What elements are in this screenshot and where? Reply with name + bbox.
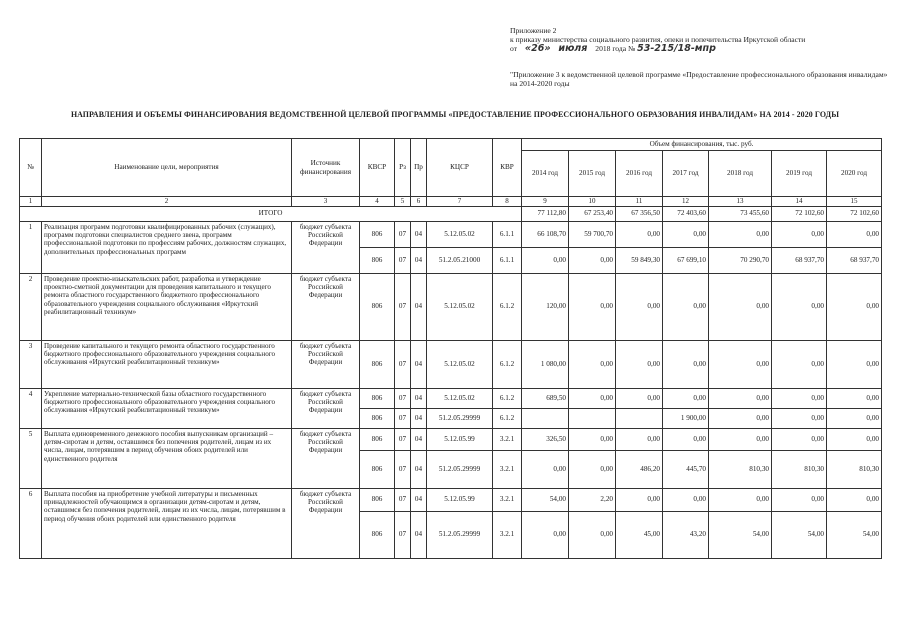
document-title: НАПРАВЛЕНИЯ И ОБЪЕМЫ ФИНАНСИРОВАНИЯ ВЕДОМСТВЕННОЙ ЦЕЛЕВОЙ ПРОГРАММЫ «ПРЕДОСТАВЛЕНИЕ ПРОФЕССИОНАЛЬНОГО ОБРАЗОВАНИЯ ИНВАЛИДАМ» НА 2014 - 2020 ГОДЫ xyxy=(70,110,840,119)
row-kcsr: 5.12.05.02 xyxy=(427,340,493,388)
row-value: 0,00 xyxy=(827,488,882,511)
row-value: 0,00 xyxy=(709,388,772,408)
row-value: 68 937,70 xyxy=(827,247,882,273)
table-row xyxy=(20,428,882,450)
date-year: 2018 года № xyxy=(595,44,636,54)
col-number: 5 xyxy=(395,197,411,207)
row-pr: 04 xyxy=(411,388,427,408)
col-number: 7 xyxy=(427,197,493,207)
row-kcsr: 51.2.05.29999 xyxy=(427,511,493,558)
row-kcsr: 5.12.05.02 xyxy=(427,221,493,247)
row-value: 0,00 xyxy=(827,408,882,428)
row-name: Выплата единовременного денежного пособия выпускникам организаций – детям-сиротам и детям, оставшимся без попечения родителей, лицам из их числа, лицам, потерявшим в период обучения обоих родителей или единственного родителя xyxy=(42,428,292,488)
row-num: 2 xyxy=(20,273,42,340)
row-value: 0,00 xyxy=(709,273,772,340)
program-reference-note: "Приложение 3 к ведомственной целевой программе «Предоставление профессионального образования инвалидам» на 2014-2020 годы xyxy=(510,70,888,89)
row-num: 6 xyxy=(20,488,42,558)
order-date-line xyxy=(510,44,895,53)
row-value: 0,00 xyxy=(827,340,882,388)
row-value: 0,00 xyxy=(709,221,772,247)
handwritten-day: «26» xyxy=(524,43,551,55)
row-rz: 07 xyxy=(395,488,411,511)
row-pr: 04 xyxy=(411,221,427,247)
row-kvr: 6.1.2 xyxy=(493,388,522,408)
row-value: 0,00 xyxy=(569,511,616,558)
row-value: 0,00 xyxy=(772,488,827,511)
row-value: 326,50 xyxy=(522,428,569,450)
date-prefix: от xyxy=(510,44,518,54)
row-value: 0,00 xyxy=(569,247,616,273)
header-kvr: КВР xyxy=(493,139,522,197)
row-rz: 07 xyxy=(395,247,411,273)
col-number: 8 xyxy=(493,197,522,207)
total-value: 72 102,60 xyxy=(772,206,827,221)
row-num: 1 xyxy=(20,221,42,273)
row-source: бюджет субъекта Российской Федерации xyxy=(292,221,360,273)
appendix-header xyxy=(510,26,895,54)
header-year: 2014 год xyxy=(522,151,569,197)
row-value: 59 849,30 xyxy=(616,247,663,273)
row-value: 59 700,70 xyxy=(569,221,616,247)
row-value: 0,00 xyxy=(663,273,709,340)
table-row xyxy=(20,340,882,388)
row-name: Реализация программ подготовки квалифицированных рабочих (служащих), программ подготовки специалистов среднего звена, программ профессиональной подготовки по профессиям рабочих, должностям служащих, дополнительных профессиональных программ xyxy=(42,221,292,273)
row-value: 0,00 xyxy=(663,340,709,388)
row-value: 45,00 xyxy=(616,511,663,558)
row-value xyxy=(522,408,569,428)
row-value: 0,00 xyxy=(616,388,663,408)
row-value: 0,00 xyxy=(827,273,882,340)
row-value: 0,00 xyxy=(827,388,882,408)
row-value: 54,00 xyxy=(772,511,827,558)
row-rz: 07 xyxy=(395,511,411,558)
row-value: 0,00 xyxy=(569,273,616,340)
row-kcsr: 5.12.05.99 xyxy=(427,488,493,511)
row-kvr: 6.1.2 xyxy=(493,273,522,340)
row-kvr: 3.2.1 xyxy=(493,450,522,488)
row-value: 54,00 xyxy=(827,511,882,558)
row-value: 0,00 xyxy=(663,428,709,450)
row-value: 0,00 xyxy=(709,340,772,388)
appendix-label: Приложение 2 xyxy=(510,26,557,35)
row-value: 0,00 xyxy=(827,221,882,247)
total-value: 67 356,50 xyxy=(616,206,663,221)
row-kvr: 6.1.2 xyxy=(493,408,522,428)
col-number: 14 xyxy=(772,197,827,207)
row-kcsr: 5.12.05.02 xyxy=(427,273,493,340)
row-num: 3 xyxy=(20,340,42,388)
table-row xyxy=(20,388,882,408)
row-pr: 04 xyxy=(411,273,427,340)
row-kvr: 6.1.2 xyxy=(493,340,522,388)
row-pr: 04 xyxy=(411,488,427,511)
header-year: 2016 год xyxy=(616,151,663,197)
row-source: бюджет субъекта Российской Федерации xyxy=(292,488,360,558)
row-value: 1 900,00 xyxy=(663,408,709,428)
row-value: 54,00 xyxy=(522,488,569,511)
row-value: 0,00 xyxy=(772,388,827,408)
row-kvsr: 806 xyxy=(360,340,395,388)
col-number: 2 xyxy=(42,197,292,207)
row-source: бюджет субъекта Российской Федерации xyxy=(292,340,360,388)
row-value: 0,00 xyxy=(569,428,616,450)
header-source: Источник финансирования xyxy=(292,139,360,197)
row-value: 0,00 xyxy=(663,388,709,408)
row-kvsr: 806 xyxy=(360,428,395,450)
row-value: 0,00 xyxy=(522,511,569,558)
total-value: 73 455,60 xyxy=(709,206,772,221)
row-name: Проведение капитального и текущего ремонта областного государственного бюджетного профессионального образовательного учреждения социального обслуживания «Иркутский реабилитационный техникум» xyxy=(42,340,292,388)
total-value: 77 112,80 xyxy=(522,206,569,221)
row-rz: 07 xyxy=(395,408,411,428)
total-value: 67 253,40 xyxy=(569,206,616,221)
row-value: 0,00 xyxy=(772,273,827,340)
row-value: 0,00 xyxy=(709,408,772,428)
row-kvsr: 806 xyxy=(360,450,395,488)
row-kvr: 3.2.1 xyxy=(493,428,522,450)
row-value: 70 290,70 xyxy=(709,247,772,273)
order-reference: к приказу министерства социального развития, опеки и попечительства Иркутской области xyxy=(510,35,806,45)
row-rz: 07 xyxy=(395,388,411,408)
row-value: 43,20 xyxy=(663,511,709,558)
col-number: 9 xyxy=(522,197,569,207)
row-value xyxy=(569,408,616,428)
row-pr: 04 xyxy=(411,428,427,450)
row-name: Проведение проектно-изыскательских работ, разработка и утверждение проектно-сметной документации для проведения капитального и текущего ремонта областного государственного бюджетного профессионального образовательного учреждения социального обслуживания «Иркутский реабилитационный техникум» xyxy=(42,273,292,340)
header-pr: Пр xyxy=(411,139,427,197)
row-value: 1 080,00 xyxy=(522,340,569,388)
row-kvsr: 806 xyxy=(360,273,395,340)
col-number: 3 xyxy=(292,197,360,207)
row-name: Укрепление материально-технической базы областного государственного бюджетного профессионального образовательного учреждения социального обслуживания «Иркутский реабилитационный техникум» xyxy=(42,388,292,428)
row-num: 4 xyxy=(20,388,42,428)
row-kcsr: 5.12.05.02 xyxy=(427,388,493,408)
row-num: 5 xyxy=(20,428,42,488)
row-rz: 07 xyxy=(395,273,411,340)
table-row xyxy=(20,273,882,340)
row-kcsr: 51.2.05.29999 xyxy=(427,408,493,428)
row-value: 0,00 xyxy=(569,340,616,388)
row-value: 0,00 xyxy=(663,488,709,511)
row-value: 120,00 xyxy=(522,273,569,340)
col-number: 15 xyxy=(827,197,882,207)
row-value: 68 937,70 xyxy=(772,247,827,273)
row-value: 0,00 xyxy=(569,388,616,408)
row-value: 810,30 xyxy=(827,450,882,488)
header-volume: Объем финансирования, тыс. руб. xyxy=(522,139,882,151)
row-name: Выплата пособия на приобретение учебной литературы и письменных принадлежностей обучающимся в организации детям-сиротам и детям, оставшимся без попечения родителей, лицам из их числа, лицам, потерявшим в период обучения обоих родителей или единственного родителя xyxy=(42,488,292,558)
financing-table xyxy=(19,138,882,559)
header-kvsr: КВСР xyxy=(360,139,395,197)
row-value: 0,00 xyxy=(616,428,663,450)
total-value: 72 403,60 xyxy=(663,206,709,221)
row-pr: 04 xyxy=(411,340,427,388)
row-kvr: 6.1.1 xyxy=(493,221,522,247)
header-name: Наименование цели, мероприятия xyxy=(42,139,292,197)
row-value: 0,00 xyxy=(772,340,827,388)
row-rz: 07 xyxy=(395,221,411,247)
row-value: 445,70 xyxy=(663,450,709,488)
row-value: 689,50 xyxy=(522,388,569,408)
row-source: бюджет субъекта Российской Федерации xyxy=(292,428,360,488)
col-number: 11 xyxy=(616,197,663,207)
row-kvr: 3.2.1 xyxy=(493,511,522,558)
handwritten-order-number: 53-215/18-мпр xyxy=(637,43,716,55)
row-rz: 07 xyxy=(395,428,411,450)
row-source: бюджет субъекта Российской Федерации xyxy=(292,273,360,340)
col-number: 12 xyxy=(663,197,709,207)
row-value: 0,00 xyxy=(616,273,663,340)
row-value: 0,00 xyxy=(772,221,827,247)
row-source: бюджет субъекта Российской Федерации xyxy=(292,388,360,428)
row-value: 0,00 xyxy=(616,488,663,511)
col-number: 1 xyxy=(20,197,42,207)
total-value: 72 102,60 xyxy=(827,206,882,221)
row-rz: 07 xyxy=(395,340,411,388)
row-value: 2,20 xyxy=(569,488,616,511)
table-row xyxy=(20,221,882,247)
row-value: 810,30 xyxy=(709,450,772,488)
row-kvsr: 806 xyxy=(360,488,395,511)
row-value: 0,00 xyxy=(709,488,772,511)
total-label: ИТОГО xyxy=(20,206,522,221)
row-kvsr: 806 xyxy=(360,247,395,273)
handwritten-month: июля xyxy=(558,43,588,55)
col-number: 13 xyxy=(709,197,772,207)
row-value: 486,20 xyxy=(616,450,663,488)
row-value: 0,00 xyxy=(663,221,709,247)
header-year: 2017 год xyxy=(663,151,709,197)
header-kcsr: КЦСР xyxy=(427,139,493,197)
row-pr: 04 xyxy=(411,450,427,488)
col-number: 6 xyxy=(411,197,427,207)
row-value: 810,30 xyxy=(772,450,827,488)
header-num: № xyxy=(20,139,42,197)
row-kcsr: 51.2.05.21000 xyxy=(427,247,493,273)
row-kcsr: 51.2.05.29999 xyxy=(427,450,493,488)
row-kvr: 3.2.1 xyxy=(493,488,522,511)
row-pr: 04 xyxy=(411,247,427,273)
row-kvsr: 806 xyxy=(360,221,395,247)
header-year: 2018 год xyxy=(709,151,772,197)
row-value: 0,00 xyxy=(616,221,663,247)
row-pr: 04 xyxy=(411,511,427,558)
column-numbers-row xyxy=(20,197,882,207)
header-year: 2020 год xyxy=(827,151,882,197)
row-value xyxy=(616,408,663,428)
row-rz: 07 xyxy=(395,450,411,488)
header-rz: Рз xyxy=(395,139,411,197)
row-value: 0,00 xyxy=(772,408,827,428)
col-number: 4 xyxy=(360,197,395,207)
row-kcsr: 5.12.05.99 xyxy=(427,428,493,450)
row-value: 0,00 xyxy=(522,247,569,273)
row-value: 0,00 xyxy=(616,340,663,388)
row-value: 0,00 xyxy=(569,450,616,488)
row-kvsr: 806 xyxy=(360,408,395,428)
row-value: 66 108,70 xyxy=(522,221,569,247)
row-value: 0,00 xyxy=(772,428,827,450)
row-value: 54,00 xyxy=(709,511,772,558)
table-row xyxy=(20,488,882,511)
row-kvsr: 806 xyxy=(360,388,395,408)
row-kvsr: 806 xyxy=(360,511,395,558)
row-value: 0,00 xyxy=(827,428,882,450)
row-value: 67 699,10 xyxy=(663,247,709,273)
total-row xyxy=(20,206,882,221)
row-pr: 04 xyxy=(411,408,427,428)
header-year: 2019 год xyxy=(772,151,827,197)
header-year: 2015 год xyxy=(569,151,616,197)
row-value: 0,00 xyxy=(522,450,569,488)
col-number: 10 xyxy=(569,197,616,207)
row-value: 0,00 xyxy=(709,428,772,450)
row-kvr: 6.1.1 xyxy=(493,247,522,273)
